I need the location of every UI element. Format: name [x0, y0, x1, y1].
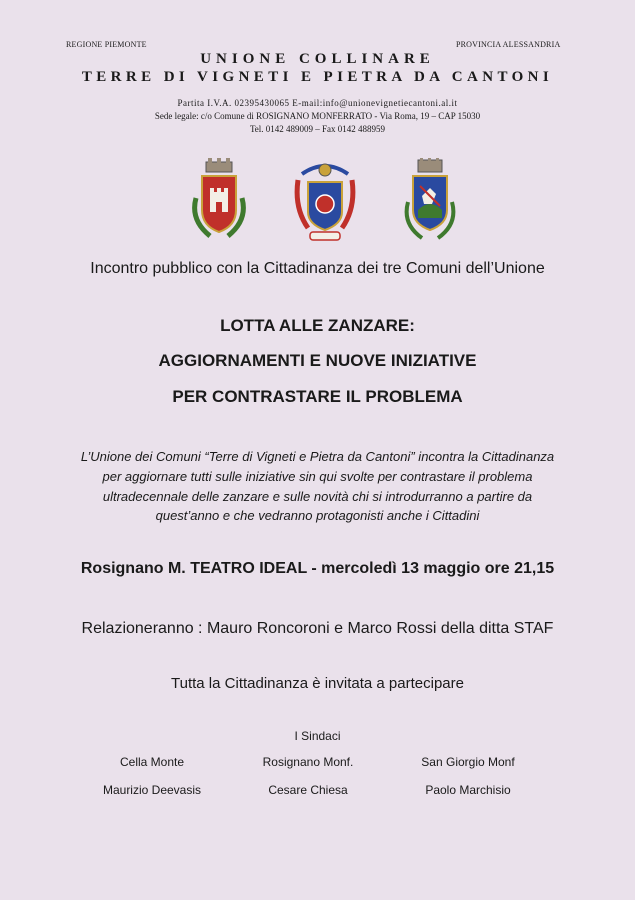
- phone-fax-line: Tel. 0142 489009 – Fax 0142 488959: [249, 124, 386, 134]
- mayor-town: San Giorgio Monf: [421, 755, 515, 769]
- org-name-line2: TERRE DI VIGNETI E PIETRA DA CANTONI: [81, 69, 554, 85]
- speakers: Relazioneranno : Mauro Roncoroni e Marco Rossi della ditta STAF: [81, 620, 554, 637]
- intro-text: Incontro pubblico con la Cittadinanza dei tre Comuni dell’Unione: [90, 260, 545, 277]
- description-line1: L’Unione dei Comuni “Terre di Vigneti e Pietra da Cantoni” incontra la Cittadinanza: [80, 449, 555, 464]
- title-line1: LOTTA ALLE ZANZARE:: [220, 316, 415, 335]
- org-name-line1: UNIONE COLLINARE: [200, 51, 435, 67]
- description-line4: quest’anno e che vedranno protagonisti anche i Cittadini: [155, 508, 480, 523]
- crest-rosignano-icon: [292, 158, 358, 249]
- description-line3: ultradecennale delle zanzare e sulle novità chi si introdurranno a partire da: [102, 489, 533, 504]
- crest-san-giorgio-icon: [400, 158, 460, 249]
- mayor-town: Cella Monte: [119, 755, 185, 769]
- vat-email-line: Partita I.V.A. 02395430065 E-mail:info@unionevignetiecantoni.al.it: [177, 98, 458, 108]
- address-line: Sede legale: c/o Comune di ROSIGNANO MONFERRATO - Via Roma, 19 – CAP 15030: [154, 111, 481, 121]
- mayor-name: Maurizio Deevasis: [102, 783, 202, 797]
- mayor-town: Rosignano Monf.: [262, 755, 354, 769]
- event-details: Rosignano M. TEATRO IDEAL - mercoledì 13 maggio ore 21,15: [80, 560, 555, 577]
- crest-cella-monte-icon: [188, 158, 250, 249]
- title-line3: PER CONTRASTARE IL PROBLEMA: [172, 387, 463, 406]
- mayors-title: I Sindaci: [294, 729, 341, 743]
- region-left: REGIONE PIEMONTE: [66, 40, 147, 49]
- mayor-name: Cesare Chiesa: [268, 783, 348, 797]
- title-line2: AGGIORNAMENTI E NUOVE INIZIATIVE: [158, 351, 477, 370]
- invitation: Tutta la Cittadinanza è invitata a partecipare: [171, 675, 464, 692]
- description-line2: per aggiornare tutti sulle iniziative sin qui svolte per contrastare il problema: [102, 469, 533, 484]
- region-right: PROVINCIA ALESSANDRIA: [456, 40, 561, 49]
- mayor-name: Paolo Marchisio: [425, 783, 511, 797]
